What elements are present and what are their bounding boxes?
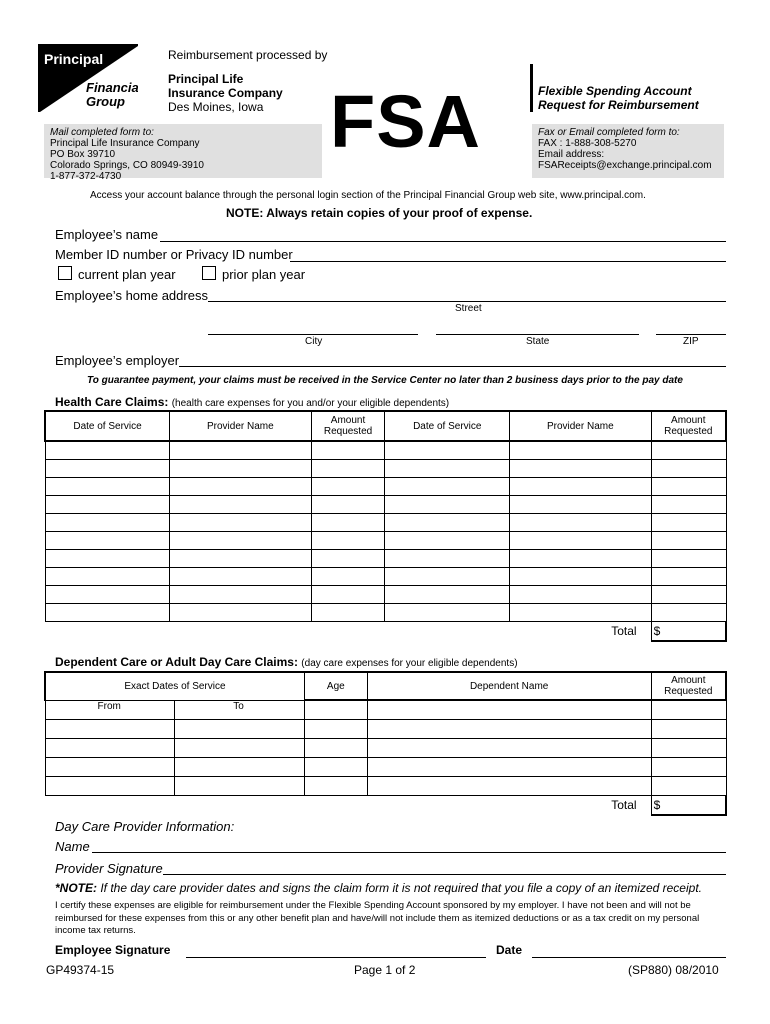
title-bar	[530, 64, 533, 112]
age-cell[interactable]	[304, 719, 367, 738]
amount-requested-cell[interactable]	[311, 531, 385, 549]
health-total-label: Total	[611, 624, 637, 639]
provider-name-cell[interactable]	[170, 477, 312, 495]
date-of-service-cell[interactable]	[45, 603, 170, 621]
health-claim-row	[45, 549, 726, 567]
form-number: GP49374-15	[46, 963, 115, 977]
provider-name-cell[interactable]	[170, 603, 312, 621]
provider-name-cell[interactable]	[510, 585, 652, 603]
amount-requested-cell[interactable]	[651, 585, 726, 603]
retain-note: NOTE: Always retain copies of your proof of expense.	[226, 206, 533, 220]
provider-name-cell[interactable]	[510, 441, 652, 459]
provider-signature-field[interactable]	[163, 874, 726, 875]
dependent-claims-table	[44, 671, 727, 816]
state-label: State	[526, 336, 550, 347]
date-of-service-cell[interactable]	[45, 531, 170, 549]
date-of-service-cell[interactable]	[385, 567, 510, 585]
provider-name-cell[interactable]	[170, 549, 312, 567]
svg-text:Principal: Principal	[44, 51, 104, 67]
to-date-cell[interactable]	[175, 776, 305, 795]
provider-name-cell[interactable]	[510, 513, 652, 531]
access-note: Access your account balance through the personal login section of the Principal Financial Group web site, www.principal.com.	[90, 190, 646, 201]
provider-name-cell[interactable]	[510, 477, 652, 495]
svg-text:Financial: Financial	[86, 80, 138, 95]
fax-heading: Fax or Email completed form to:	[538, 127, 680, 138]
amount-requested-cell[interactable]	[651, 495, 726, 513]
to-date-label: To	[175, 700, 305, 719]
from-date-cell[interactable]	[45, 719, 175, 738]
dependent-name-cell[interactable]	[367, 776, 651, 795]
col-provider-name-2: Provider Name	[510, 411, 652, 441]
amount-requested-cell[interactable]	[651, 719, 726, 738]
age-cell[interactable]	[304, 700, 367, 719]
dependent-total-amount[interactable]: $	[651, 795, 726, 815]
provider-signature-label: Provider Signature	[55, 861, 163, 876]
date-of-service-cell[interactable]	[45, 567, 170, 585]
from-date-label: From	[45, 700, 175, 719]
health-total-amount[interactable]: $	[651, 621, 726, 641]
amount-requested-cell[interactable]	[311, 513, 385, 531]
employee-name-label: Employee’s name	[55, 227, 159, 242]
form-title-line2: Request for Reimbursement	[538, 98, 699, 112]
provider-name-cell[interactable]	[510, 567, 652, 585]
amount-requested-cell[interactable]	[311, 459, 385, 477]
age-cell[interactable]	[304, 738, 367, 757]
provider-name-cell[interactable]	[510, 495, 652, 513]
health-total-row	[45, 621, 726, 641]
amount-requested-cell[interactable]	[651, 603, 726, 621]
to-date-cell[interactable]	[175, 757, 305, 776]
provider-name-cell[interactable]	[510, 549, 652, 567]
current-plan-year-checkbox[interactable]	[58, 266, 72, 280]
date-of-service-cell[interactable]	[45, 441, 170, 459]
member-id-field[interactable]	[290, 261, 726, 262]
provider-name-cell[interactable]	[510, 603, 652, 621]
home-address-label: Employee’s home address	[55, 288, 208, 303]
zip-field[interactable]	[656, 334, 726, 335]
col-exact-dates: Exact Dates of Service	[45, 672, 304, 700]
street-field[interactable]	[208, 301, 726, 302]
prior-plan-year-checkbox[interactable]	[202, 266, 216, 280]
dependent-claim-row	[45, 719, 726, 738]
email-address: FSAReceipts@exchange.principal.com	[538, 160, 712, 171]
amount-requested-cell[interactable]	[651, 477, 726, 495]
company-line2: Insurance Company	[168, 86, 283, 100]
dependent-care-subtitle: (day care expenses for your eligible dependents)	[301, 658, 518, 669]
health-header-row	[45, 411, 726, 441]
provider-name-cell[interactable]	[170, 513, 312, 531]
dependent-total-row	[45, 795, 726, 815]
provider-name-cell[interactable]	[170, 495, 312, 513]
to-date-cell[interactable]	[175, 738, 305, 757]
provider-heading: Day Care Provider Information:	[55, 819, 235, 834]
company-line1: Principal Life	[168, 72, 244, 86]
provider-note	[55, 881, 702, 895]
dependent-care-title: Dependent Care or Adult Day Care Claims:	[55, 655, 298, 669]
provider-name-cell[interactable]	[510, 531, 652, 549]
dependent-from-to-row	[45, 700, 726, 719]
employee-signature-label: Employee Signature	[55, 943, 171, 957]
provider-note-text: If the day care provider dates and signs the claim form it is not required that you file a copy of an itemized receipt.	[100, 881, 702, 895]
health-claim-row	[45, 495, 726, 513]
current-plan-year-option[interactable]	[58, 266, 176, 282]
col-date-of-service: Date of Service	[45, 411, 170, 441]
health-claim-row	[45, 567, 726, 585]
street-label: Street	[455, 303, 482, 314]
state-field[interactable]	[436, 334, 639, 335]
date-of-service-cell[interactable]	[45, 495, 170, 513]
prior-plan-year-option[interactable]	[202, 266, 305, 282]
amount-requested-cell[interactable]	[311, 549, 385, 567]
date-of-service-cell[interactable]	[45, 513, 170, 531]
prior-plan-year-label: prior plan year	[222, 267, 306, 282]
provider-name-cell[interactable]	[170, 441, 312, 459]
health-claim-row	[45, 441, 726, 459]
amount-requested-cell[interactable]	[311, 495, 385, 513]
date-of-service-cell[interactable]	[45, 585, 170, 603]
mail-line3: Colorado Springs, CO 80949-3910	[50, 160, 204, 171]
health-care-title: Health Care Claims:	[55, 395, 169, 409]
amount-requested-cell[interactable]	[651, 700, 726, 719]
employer-field[interactable]	[179, 366, 726, 367]
date-of-service-cell[interactable]	[45, 549, 170, 567]
amount-requested-cell[interactable]	[651, 567, 726, 585]
amount-requested-cell[interactable]	[651, 549, 726, 567]
dependent-claim-row	[45, 757, 726, 776]
provider-name-label: Name	[55, 839, 90, 854]
provider-name-field[interactable]	[92, 852, 726, 853]
health-claim-row	[45, 513, 726, 531]
amount-requested-cell[interactable]	[651, 757, 726, 776]
from-date-cell[interactable]	[45, 757, 175, 776]
provider-name-cell[interactable]	[170, 531, 312, 549]
member-id-label: Member ID number or Privacy ID number	[55, 247, 293, 262]
col-dep-amount-requested: Amount Requested	[651, 672, 726, 700]
provider-name-cell[interactable]	[170, 459, 312, 477]
form-title-line1: Flexible Spending Account	[538, 84, 692, 98]
col-age: Age	[304, 672, 367, 700]
date-field[interactable]	[532, 957, 726, 958]
page-number: Page 1 of 2	[354, 963, 416, 977]
amount-requested-cell[interactable]	[311, 441, 385, 459]
age-cell[interactable]	[304, 776, 367, 795]
health-claim-row	[45, 585, 726, 603]
date-of-service-cell[interactable]	[45, 459, 170, 477]
amount-requested-cell[interactable]	[651, 459, 726, 477]
to-date-cell[interactable]	[175, 719, 305, 738]
reimbursement-processed-by: Reimbursement processed by	[168, 48, 328, 62]
guarantee-note: To guarantee payment, your claims must be received in the Service Center no later than 2 business days prior to the pay date	[87, 375, 683, 386]
health-claim-row	[45, 477, 726, 495]
form-title	[538, 84, 699, 112]
fsa-heading: FSA	[330, 80, 481, 163]
dependent-claim-row	[45, 776, 726, 795]
amount-requested-cell[interactable]	[311, 585, 385, 603]
dependent-name-cell[interactable]	[367, 757, 651, 776]
fax-email-box	[532, 124, 724, 178]
provider-name-cell[interactable]	[170, 585, 312, 603]
fax-number: FAX : 1-888-308-5270	[538, 138, 637, 149]
employer-label: Employee’s employer	[55, 353, 180, 368]
col-dependent-name: Dependent Name	[367, 672, 651, 700]
date-of-service-cell[interactable]	[385, 477, 510, 495]
health-claim-row	[45, 459, 726, 477]
date-of-service-cell[interactable]	[385, 585, 510, 603]
employee-signature-field[interactable]	[186, 957, 486, 958]
date-of-service-cell[interactable]	[385, 531, 510, 549]
date-of-service-cell[interactable]	[385, 549, 510, 567]
certify-statement: I certify these expenses are eligible for reimbursement under the Flexible Spending Account sponsored by my employer. I have not been and will not be reimbursed for these expenses from this or any other benefit plan and have/will not include them as itemized deductions or as a tax credit on my personal income tax returns.	[55, 900, 700, 936]
health-claim-row	[45, 531, 726, 549]
email-label: Email address:	[538, 149, 605, 160]
company-city: Des Moines, Iowa	[168, 100, 264, 114]
date-of-service-cell[interactable]	[385, 495, 510, 513]
dependent-name-cell[interactable]	[367, 738, 651, 757]
amount-requested-cell[interactable]	[651, 738, 726, 757]
svg-text:Group: Group	[86, 94, 125, 109]
date-of-service-cell[interactable]	[385, 603, 510, 621]
provider-name-cell[interactable]	[170, 567, 312, 585]
mail-address-box	[44, 124, 322, 182]
amount-requested-cell[interactable]	[651, 531, 726, 549]
date-of-service-cell[interactable]	[385, 441, 510, 459]
col-provider-name: Provider Name	[170, 411, 312, 441]
dependent-claim-row	[45, 738, 726, 757]
city-label: City	[305, 336, 323, 347]
current-plan-year-label: current plan year	[78, 267, 176, 282]
health-claim-row	[45, 603, 726, 621]
dependent-care-heading	[55, 655, 518, 669]
amount-requested-cell[interactable]	[311, 477, 385, 495]
provider-note-bold: *NOTE:	[55, 881, 97, 895]
principal-logo	[38, 44, 138, 112]
dependent-name-cell[interactable]	[367, 719, 651, 738]
mail-line4: 1-877-372-4730	[50, 171, 122, 182]
dependent-header-row	[45, 672, 726, 700]
form-revision: (SP880) 08/2010	[628, 963, 719, 977]
age-cell[interactable]	[304, 757, 367, 776]
date-label: Date	[496, 943, 523, 957]
from-date-cell[interactable]	[45, 738, 175, 757]
mail-line1: Principal Life Insurance Company	[50, 138, 200, 149]
health-care-heading	[55, 395, 449, 409]
amount-requested-cell[interactable]	[311, 567, 385, 585]
zip-label: ZIP	[683, 336, 699, 347]
col-date-of-service-2: Date of Service	[385, 411, 510, 441]
from-date-cell[interactable]	[45, 776, 175, 795]
mail-line2: PO Box 39710	[50, 149, 116, 160]
health-care-subtitle: (health care expenses for you and/or your eligible dependents)	[171, 398, 450, 409]
provider-name-cell[interactable]	[510, 459, 652, 477]
col-amount-requested: Amount Requested	[311, 411, 385, 441]
col-amount-requested-2: Amount Requested	[651, 411, 726, 441]
city-field[interactable]	[208, 334, 418, 335]
health-claims-table	[44, 410, 727, 642]
amount-requested-cell[interactable]	[651, 513, 726, 531]
date-of-service-cell[interactable]	[385, 459, 510, 477]
dependent-name-cell[interactable]	[367, 700, 651, 719]
employee-name-field[interactable]	[160, 241, 726, 242]
date-of-service-cell[interactable]	[385, 513, 510, 531]
amount-requested-cell[interactable]	[651, 441, 726, 459]
dependent-total-label: Total	[611, 798, 637, 813]
amount-requested-cell[interactable]	[311, 603, 385, 621]
mail-heading: Mail completed form to:	[50, 127, 154, 138]
date-of-service-cell[interactable]	[45, 477, 170, 495]
amount-requested-cell[interactable]	[651, 776, 726, 795]
